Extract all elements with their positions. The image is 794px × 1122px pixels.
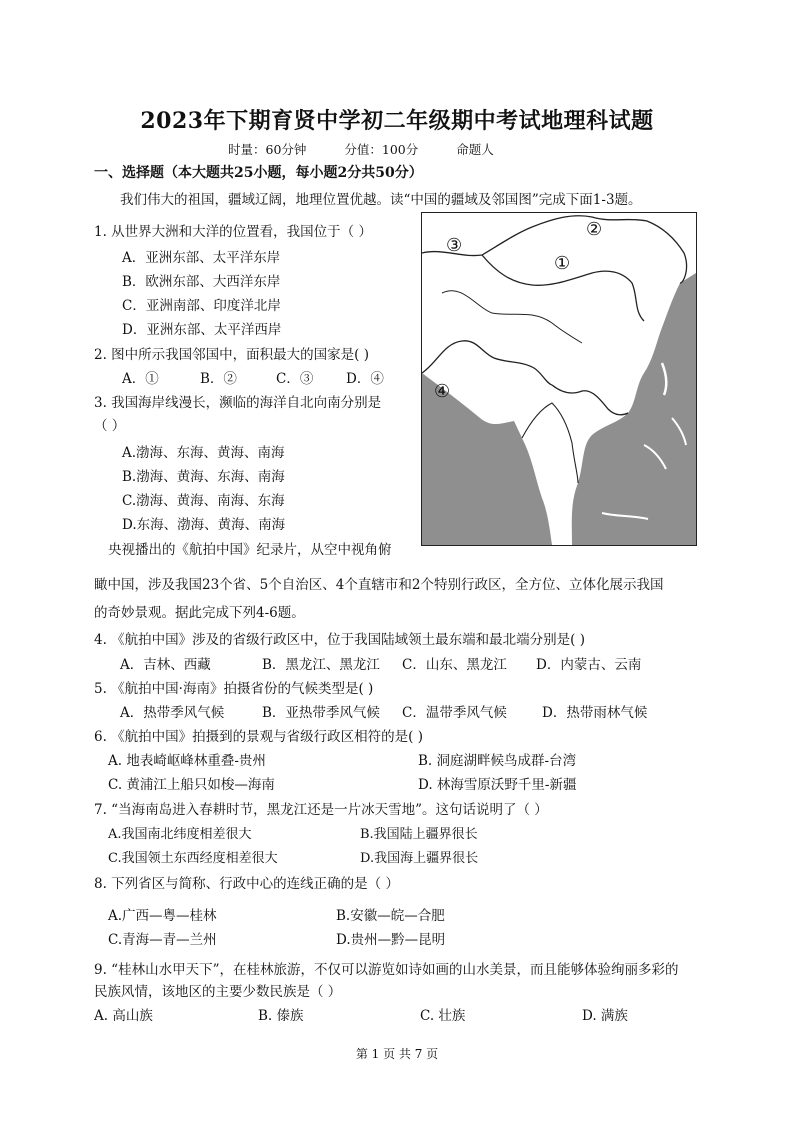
q9-option-d: D. 满族: [582, 1008, 628, 1024]
q8-option-b: B.安徽—皖—合肥: [336, 908, 445, 924]
q3-option-b: B.渤海、黄海、东海、南海: [122, 469, 285, 485]
q2-option-c: C．③: [276, 371, 314, 387]
page-footer: 第 1 页 共 7 页: [355, 1047, 439, 1061]
q2-option-d: D．④: [346, 371, 384, 387]
question-4: 4. 《航拍中国》涉及的省级行政区中，位于我国陆域领土最东端和最北端分别是( ): [94, 632, 585, 648]
q9-option-a: A. 高山族: [94, 1008, 153, 1024]
question-1: 1. 从世界大洲和大洋的位置看，我国位于（ ）: [94, 224, 372, 240]
q1-option-b: B．欧洲东部、大西洋东岸: [122, 274, 281, 290]
q7-option-d: D.我国海上疆界很长: [360, 851, 479, 866]
q4-option-d: D．内蒙古、云南: [536, 657, 642, 673]
intro2-line1: 央视播出的《航拍中国》纪录片，从空中视角俯: [108, 542, 392, 558]
intro2-line2: 瞰中国，涉及我国23个省、5个自治区、4个直辖市和2个特别行政区，全方位、立体化展示我国: [94, 577, 664, 593]
exam-score: 分值：100分: [344, 142, 419, 157]
page-title: 2023年下期育贤中学初二年级期中考试地理科试题: [140, 108, 654, 134]
q5-option-d: D．热带雨林气候: [542, 705, 648, 721]
question-5: 5. 《航拍中国·海南》拍摄省份的气候类型是( ): [94, 681, 374, 697]
map-label-1: ①: [554, 253, 571, 274]
intro-text: 我们伟大的祖国，疆域辽阔，地理位置优越。读“中国的疆域及邻国图”完成下面1-3题。: [120, 192, 642, 208]
q1-option-a: A．亚洲东部、太平洋东岸: [122, 250, 281, 266]
q3-option-c: C.渤海、黄海、南海、东海: [122, 493, 285, 509]
q1-option-d: D．亚洲东部、太平洋西岸: [122, 322, 282, 338]
q2-option-a: A．①: [122, 371, 159, 387]
exam-author: 命题人: [456, 142, 494, 157]
q7-option-c: C.我国领土东西经度相差很大: [108, 851, 278, 866]
q5-option-b: B．亚热带季风气候: [262, 705, 380, 721]
q6-option-a: A. 地表崎岖峰林重叠-贵州: [108, 753, 266, 769]
q2-option-b: B．②: [200, 371, 237, 387]
q6-option-b: B. 洞庭湖畔候鸟成群-台湾: [418, 753, 577, 769]
question-3-paren: （ ）: [94, 418, 126, 434]
q4-option-c: C．山东、黑龙江: [402, 657, 507, 673]
question-9-line2: 民族风情，该地区的主要少数民族是（ ）: [94, 984, 342, 1000]
map-label-3: ③: [446, 235, 463, 256]
question-7: 7. “当海南岛进入春耕时节，黑龙江还是一片冰天雪地”。这句话说明了（ ）: [94, 802, 548, 818]
q6-option-c: C. 黄浦江上船只如梭—海南: [108, 777, 275, 793]
map-label-2: ②: [586, 219, 603, 240]
q9-option-b: B. 傣族: [258, 1008, 304, 1024]
section-heading: 一、选择题（本大题共25小题，每小题2分共50分）: [94, 165, 423, 181]
map-graphic: [422, 213, 696, 545]
q1-option-c: C．亚洲南部、印度洋北岸: [122, 298, 281, 314]
q3-option-a: A.渤海、东海、黄海、南海: [122, 445, 285, 461]
exam-meta: [228, 140, 528, 158]
q8-option-c: C.青海—青—兰州: [108, 932, 217, 948]
question-6: 6. 《航拍中国》拍摄到的景观与省级行政区相符的是( ): [94, 729, 423, 745]
q7-option-b: B.我国陆上疆界很长: [360, 827, 478, 842]
q6-option-d: D. 林海雪原沃野千里-新疆: [418, 777, 577, 793]
q5-option-a: A．热带季风气候: [120, 705, 225, 721]
china-neighbors-map: [421, 212, 697, 546]
question-3: 3. 我国海岸线漫长，濒临的海洋自北向南分别是: [94, 395, 382, 411]
question-8: 8. 下列省区与简称、行政中心的连线正确的是（ ）: [94, 876, 399, 892]
q3-option-d: D.东海、渤海、黄海、南海: [122, 517, 286, 533]
question-9-line1: 9. “桂林山水甲天下”，在桂林旅游，不仅可以游览如诗如画的山水美景，而且能够体验绚丽多彩的: [94, 962, 679, 978]
q7-option-a: A.我国南北纬度相差很大: [108, 827, 252, 842]
intro2-line3: 的奇妙景观。据此完成下列4-6题。: [94, 605, 305, 621]
exam-time: 时量：60分钟: [228, 142, 307, 157]
q4-option-b: B．黑龙江、黑龙江: [262, 657, 380, 673]
q9-option-c: C. 壮族: [420, 1008, 466, 1024]
q5-option-c: C．温带季风气候: [402, 705, 507, 721]
map-label-4: ④: [434, 381, 451, 402]
question-2: 2. 图中所示我国邻国中，面积最大的国家是( ): [94, 347, 369, 363]
q8-option-d: D.贵州—黔—昆明: [336, 932, 446, 948]
q8-option-a: A.广西—粤—桂林: [108, 908, 217, 924]
q4-option-a: A．吉林、西藏: [120, 657, 211, 673]
